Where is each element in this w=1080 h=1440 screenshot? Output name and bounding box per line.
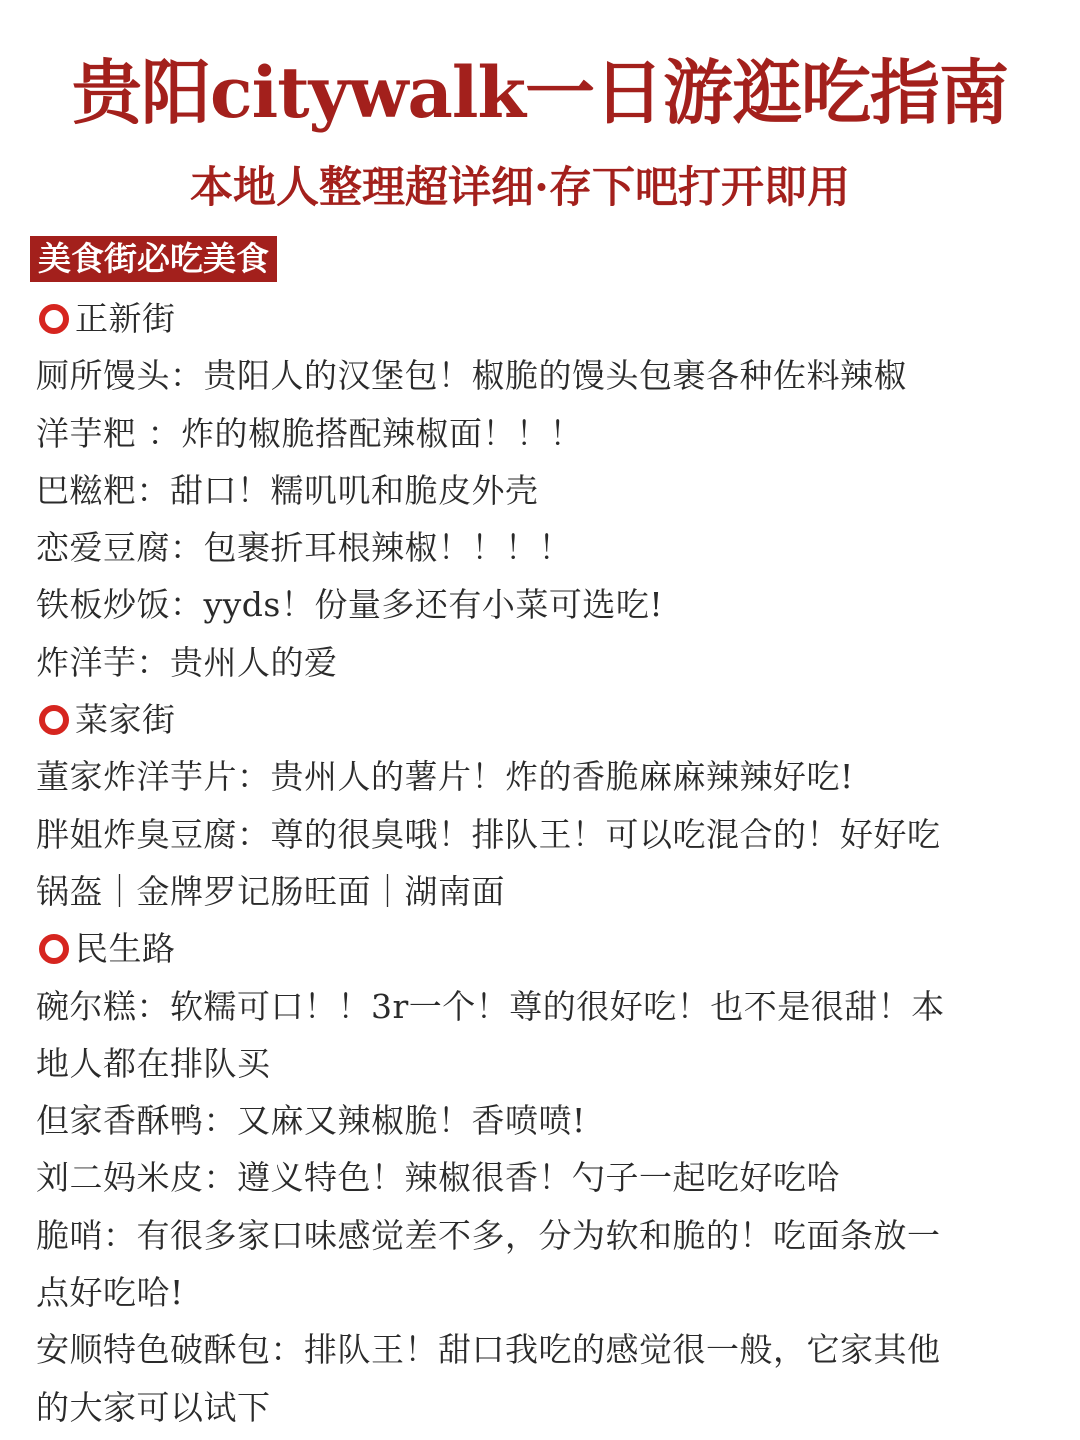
list-item: 脆哨：有很多家口味感觉差不多，分为软和脆的！吃面条放一 (36, 1215, 941, 1255)
list-item: 地人都在排队买 (36, 1043, 271, 1083)
list-item: 铁板炒饭：yyds！份量多还有小菜可选吃! (36, 585, 664, 625)
page-title: 贵阳citywalk一日游逛吃指南 (72, 51, 1008, 134)
street-heading-label: 民生路 (75, 929, 176, 969)
list-item: 巴糍粑：甜口！糯叽叽和脆皮外壳 (36, 470, 539, 510)
list-item: 董家炸洋芋片：贵州人的薯片！炸的香脆麻麻辣辣好吃! (36, 757, 854, 797)
list-item: 炸洋芋：贵州人的爱 (36, 642, 338, 682)
food-list (36, 290, 1046, 1436)
red-ring-icon (39, 934, 69, 964)
street-heading-label: 菜家街 (75, 700, 176, 740)
red-ring-icon (39, 705, 69, 735)
list-item: 安顺特色破酥包：排队王！甜口我吃的感觉很一般，它家其他 (36, 1330, 941, 1370)
street-heading (36, 691, 1046, 748)
list-item: 恋爱豆腐：包裹折耳根辣椒！！！！ (36, 528, 572, 568)
list-item: 刘二妈米皮：遵义特色！辣椒很香！勺子一起吃好吃哈 (36, 1158, 840, 1198)
list-item: 厕所馒头：贵阳人的汉堡包！椒脆的馒头包裹各种佐料辣椒 (36, 356, 907, 396)
street-heading (36, 920, 1046, 977)
street-heading (36, 290, 1046, 347)
list-item: 洋芋粑 ：炸的椒脆搭配辣椒面！！！ (36, 413, 583, 453)
list-item: 但家香酥鸭：又麻又辣椒脆！香喷喷! (36, 1101, 586, 1141)
page-subtitle: 本地人整理超详细·存下吧打开即用 (190, 163, 850, 213)
section-tag: 美食街必吃美食 (30, 236, 277, 282)
list-item: 碗尔糕：软糯可口！！3r一个！尊的很好吃！也不是很甜！本 (36, 986, 945, 1026)
list-item: 的大家可以试下 (36, 1387, 271, 1427)
list-item: 点好吃哈! (36, 1273, 184, 1313)
street-heading-label: 正新街 (75, 299, 176, 338)
list-item: 锅盔｜金牌罗记肠旺面｜湖南面 (36, 871, 505, 911)
list-item: 胖姐炸臭豆腐：尊的很臭哦！排队王！可以吃混合的！好好吃 (36, 814, 941, 854)
red-ring-icon (39, 304, 69, 334)
